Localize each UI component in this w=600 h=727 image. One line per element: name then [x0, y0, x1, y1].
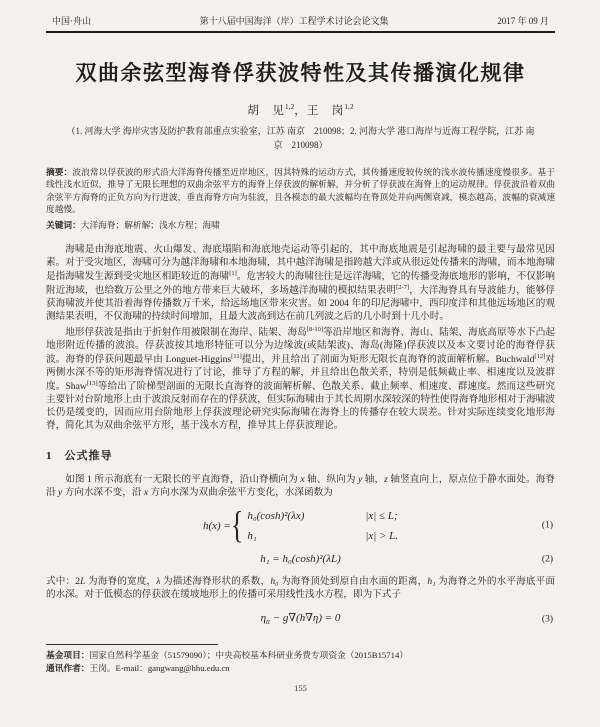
keywords-text: 大洋海脊；解析解；浅水方程；海啸	[80, 220, 220, 230]
paragraph-setup: 如图 1 所示海底有一无限长的平直海脊，沿山脊横向为 x 轴、纵向为 y 轴，z 轴竖直向上，原点位于静水面处。海脊沿 y 方向水深不变，沿 x 方向水深为双曲余弦平方变化，水深函数为	[46, 473, 555, 498]
keywords-label: 关键词：	[46, 220, 81, 230]
equation-1-case-row	[247, 529, 398, 544]
abstract	[46, 166, 555, 216]
funding-note	[46, 649, 555, 662]
equation-3-number: (3)	[541, 614, 553, 625]
equation-1-cases	[247, 509, 398, 544]
header-proceedings-title: 第十八届中国海洋（岸）工程学术讨论会论文集	[199, 16, 389, 26]
equation-1-case-row	[247, 509, 398, 524]
section-heading-1: 1 公式推导	[46, 450, 113, 463]
footnote-block	[46, 644, 555, 675]
equation-1-case2-expr: h₁	[247, 529, 257, 542]
equation-2-number: (2)	[541, 554, 553, 565]
equation-1-case1-cond: |x| ≤ L;	[365, 509, 398, 522]
corresponding-author-text: 王岗。E-mail：gangwang@hhu.edu.cn	[89, 662, 230, 673]
corresponding-author-label: 通讯作者：	[46, 662, 90, 673]
paper-title: 双曲余弦型海脊俘获波特性及其传播演化规律	[75, 61, 526, 85]
equation-1-case2-cond: |x| > L.	[365, 529, 399, 542]
equation-1-number: (1)	[541, 520, 553, 531]
header-location: 中国·舟山	[52, 16, 91, 26]
paragraph-notation: 式中：2L 为海脊的宽度，λ 为描述海脊形状的系数，h₀ 为海脊顶处到原自由水面的距离，h₁ 为海脊之外的水平海底平面的水深。对于低模态的俘获波在缓坡地形上的传播可采用线性浅水方程，即为下式子	[46, 576, 556, 601]
equation-2-body: h₁ = h₀(cosh)²(λL)	[260, 553, 341, 566]
corresponding-author-note	[46, 662, 555, 675]
abstract-text: 波浪常以俘获波的形式沿大洋海脊传播至近岸地区，因其特殊的运动方式，其传播速度较传统的浅水波传播速度慢很多。基于线性浅水近似，推导了无限长理想的双曲余弦平方的海脊上俘获波的解析解，并分析了俘获波在海脊上的运动规律。俘获波沿着双曲余弦平方海脊的正负方向为行进波，垂直海脊方向为驻波，且各模态的最大波幅均在脊顶处并向两侧衰减，模态越高，波幅的衰减速度越慢。	[46, 166, 556, 215]
equation-3	[46, 611, 555, 628]
funding-text: 国家自然科学基金（51579090）；中央高校基本科研业务费专项资金（2015B15714）	[89, 649, 408, 660]
abstract-label: 摘要：	[46, 166, 73, 177]
funding-label: 基金项目：	[46, 649, 90, 660]
running-header	[46, 12, 555, 33]
equation-1	[46, 504, 555, 547]
page-number: 155	[294, 682, 307, 693]
keywords	[46, 219, 555, 231]
header-date: 2017 年 09 月	[497, 16, 549, 26]
brace-symbol: {	[230, 504, 244, 547]
paragraph-intro-tsunami: 海啸是由海底地震、火山爆发、海底塌陷和海底地壳运动等引起的，其中海底地震是引起海啸的最主要与最常见因素。对于受灾地区，海啸可分为越洋海啸和本地海啸，其中越洋海啸是指跨越大洋或从很远处传播来的海啸，而本地海啸是指海啸发生源到受灾地区相距较近的海啸[1]。危害较大的海啸往往是远洋海啸，它的传播受海底地形的影响，不仅影响附近海域，也给数万公里之外的地方带来巨大破坏，多场越洋海啸的模拟结果表明[2-7]，大洋海脊具有导波能力，能够俘获海啸波并使其沿着海脊传播数万千米，给远场地区带来灾害。如 2004 年的印尼海啸中，西印度洋和其他远场地区的观测结果表明，不仅海啸的持续时间增加，且最大波高到达在前几列波之后的几小时到十几小时。	[46, 244, 556, 323]
equation-2	[46, 552, 555, 567]
equation-3-body: $\eta_{tt} - g\nabla(h\nabla\eta) = 0$	[260, 612, 341, 627]
authors-line: 胡 见$^{1,2}$，王 岗$^{1,2}$	[247, 102, 354, 117]
body-text	[46, 244, 555, 628]
equation-1-lhs: h(x) =	[202, 519, 231, 532]
paragraph-trapped-waves: 地形俘获波是指由于折射作用被限制在海岸、陆架、海岛[8-10]等沿岸地区和海脊、海山、陆架、海底高原等水下凸起地形附近传播的波浪。俘获波按其地形特征可以分为边缘波(或陆架波)、海岛(海隆)俘获波以及本文要讨论的海脊俘获波。海脊的俘获问题最早由 Longuet-Higgins[11]提出，并且给出了剖面为矩形无限长直海脊的波面解析解。Buchwald[12]对两侧水深不等的矩形海脊情况进行了讨论，推导了方程的解，并且给出色散关系，特别是低频截止率、相速度以及波群度。Shaw[13]等给出了阶梯型剖面的无限长直海脊的波面解析解、色散关系、截止频率、相速度、群速度。然而这些研究主要针对台阶地形上由于波浪反射而存在的俘获波，但实际海啸由于其长周期水深较深的特性使得海脊地形相对于海啸波长仍是缓变的，因而应用台阶地形上俘获波理论研究实际海啸在海脊上的传播存在较大误差。针对实际连续变化地形海脊，简化其为双曲余弦平方形，基于浅水方程，推导其上俘获波理论。	[46, 326, 556, 432]
equation-1-case1-expr: h₀(cosh)²(λx)	[247, 509, 305, 522]
footnote-rule	[46, 644, 218, 645]
affiliation: （1. 河海大学 海岸灾害及防护教育部重点实验室，江苏 南京 210098；2. 河海大学 港口海岸与近海工程学院，江苏 南京 210098）	[66, 126, 535, 150]
